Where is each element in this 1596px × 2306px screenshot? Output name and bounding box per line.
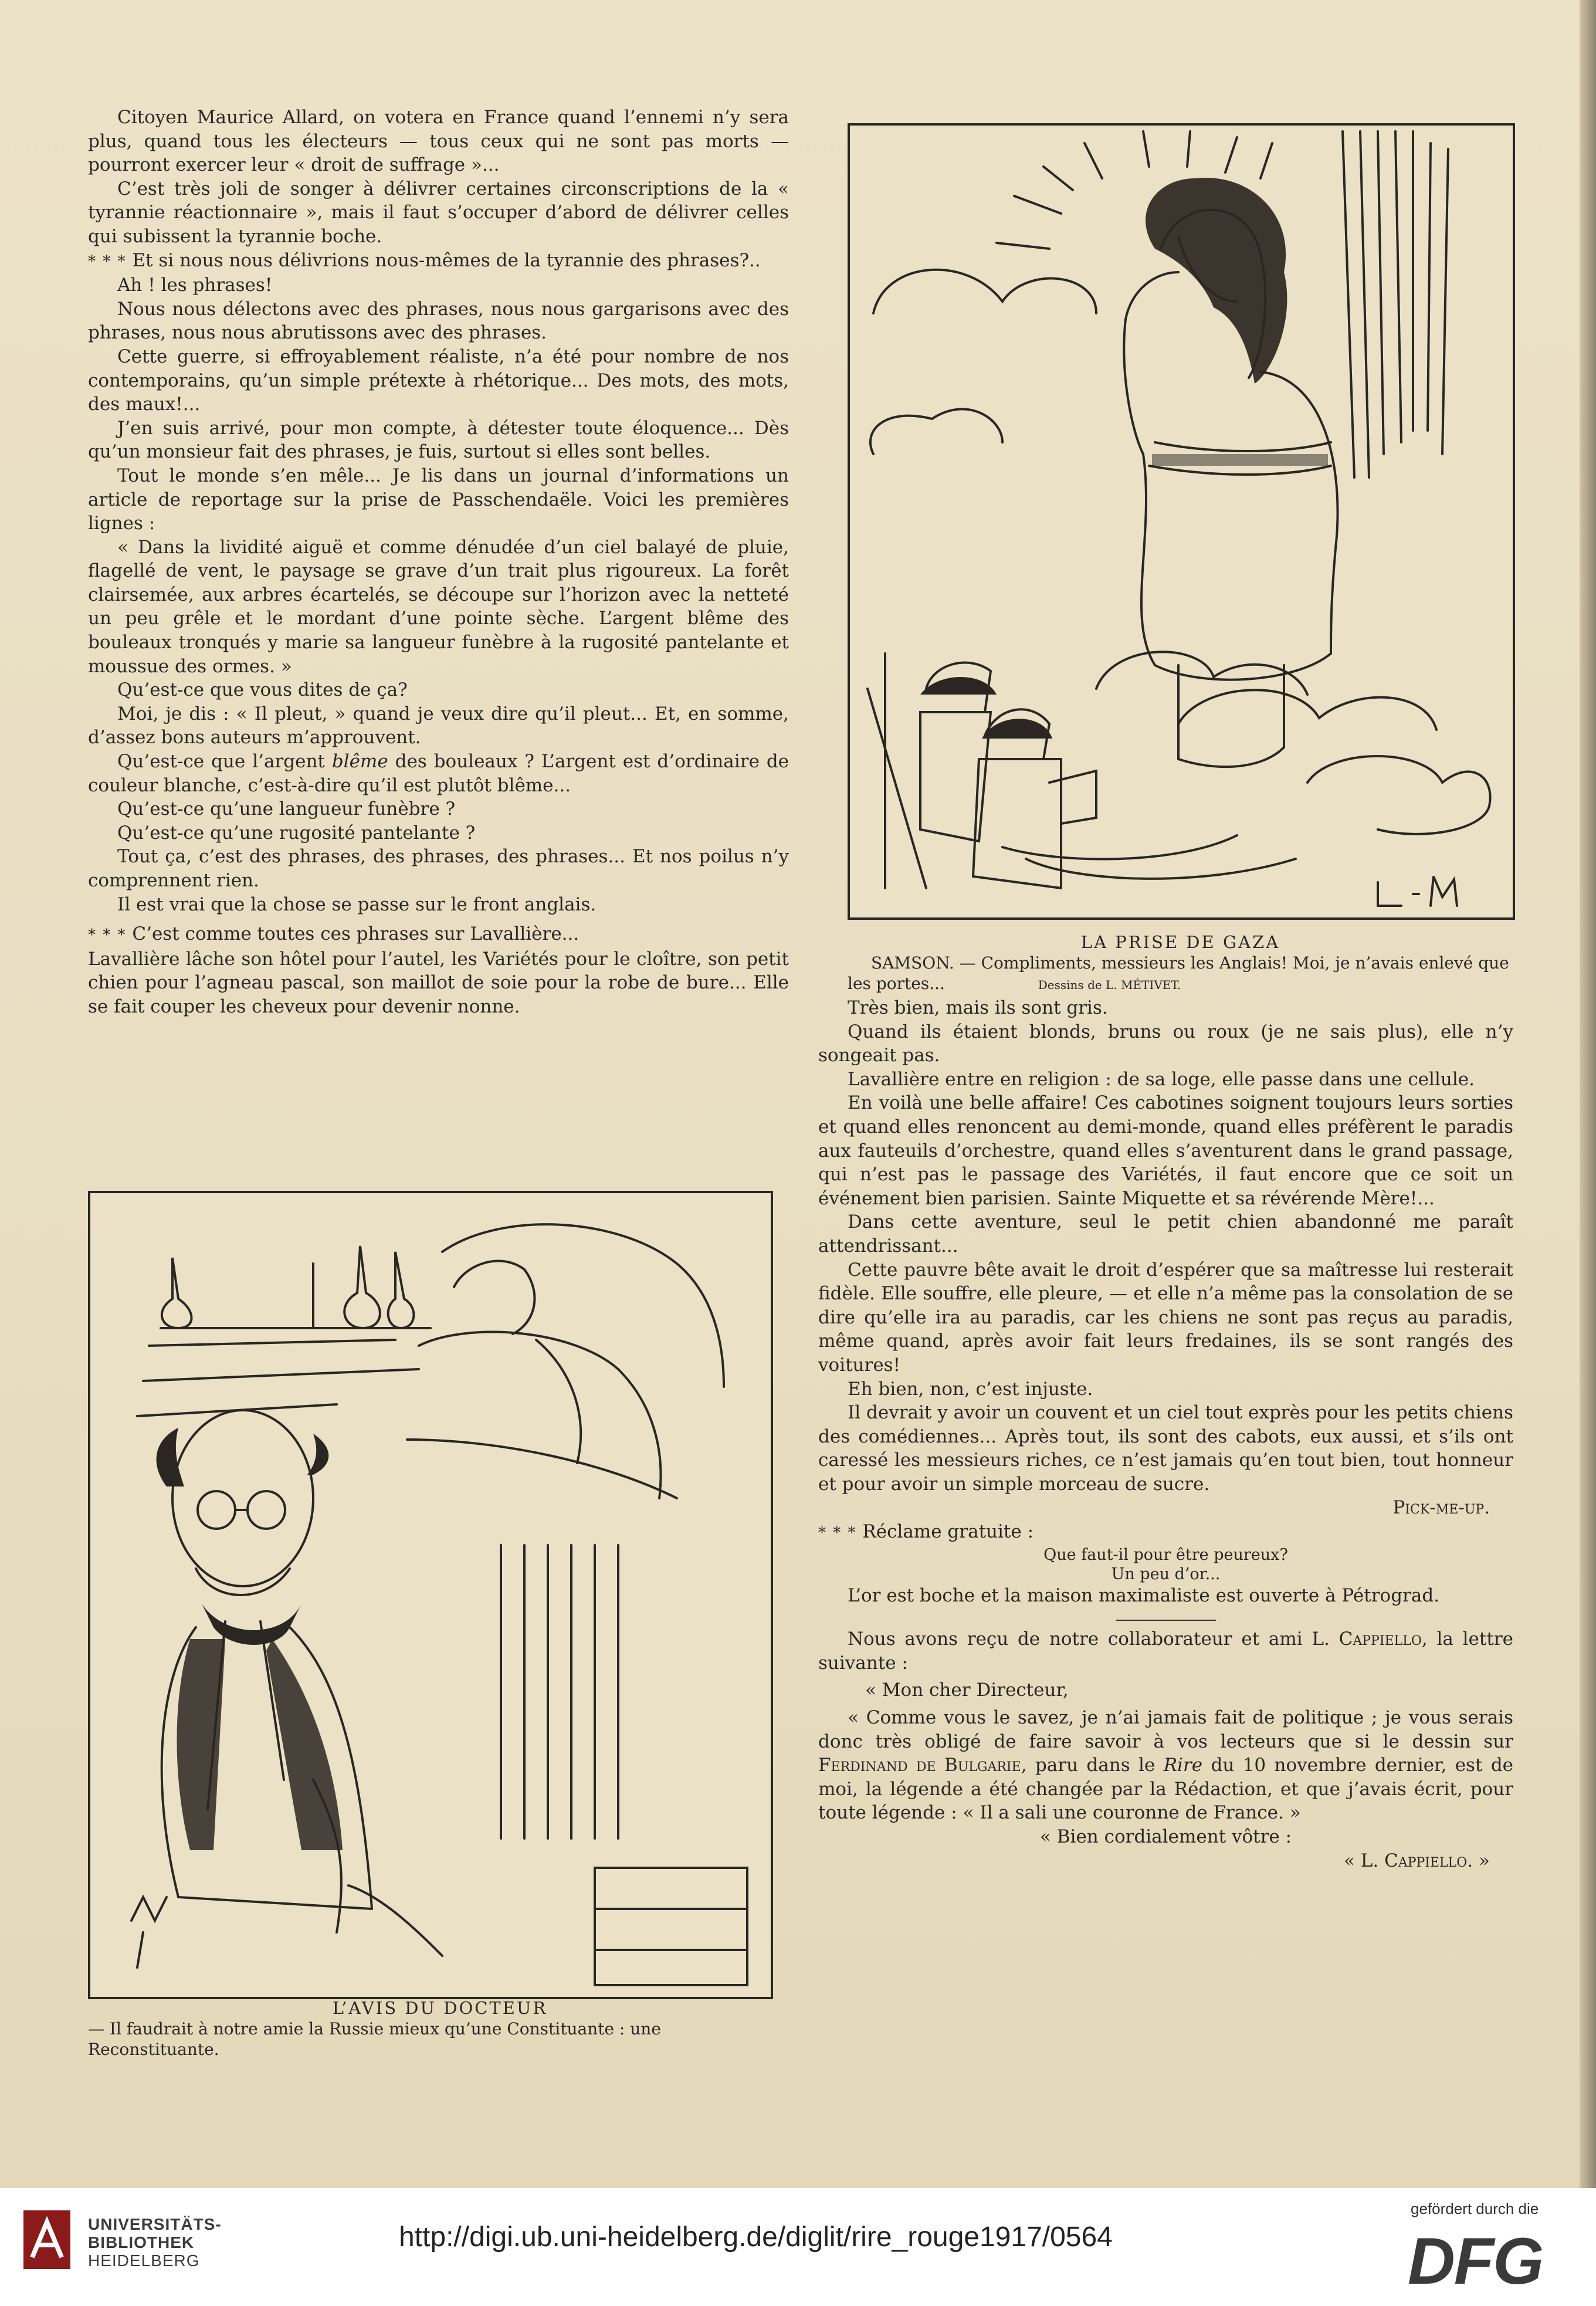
funding-label: gefördert durch die — [1411, 2200, 1539, 2217]
paragraph: L’or est boche et la maison maximaliste est ouverte à Pétrograd. — [848, 1584, 1440, 1606]
paragraph: Tout ça, c’est des phrases, des phrases, des phrases... Et nos poilus n’y comprennent rien. — [88, 846, 789, 891]
paragraph: C’est très joli de songer à délivrer certaines circonscriptions de la « tyrannie réactionnaire », mais il faut s’occuper d’abord de délivrer celles qui subissent la tyrannie boche. — [88, 178, 789, 247]
paragraph: Cette guerre, si effroyablement réaliste, n’a été pour nombre de nos contemporains, qu’un simple prétexte à rhétorique... Des mots, des mots, des maux!... — [88, 346, 789, 415]
quoted-paragraph: « Dans la lividité aiguë et comme dénudée d’un ciel balayé de pluie, flagellé de vent, le paysage se grave d’un trait plus rigoureux. La forêt clairsemée, aux arbres écartelés, se découpe sur l’horizon avec la netteté un peu grêle et le mordant d’une pointe sèche. L’argent blême des bouleaux tronqués y marie sa langueur funèbre à la rugosité pantelante et moussue des ormes. » — [88, 536, 789, 677]
university-library-name: UNIVERSITÄTS- BIBLIOTHEK HEIDELBERG — [88, 2215, 222, 2270]
verse-line: Que faut-il pour être peureux? — [1043, 1545, 1288, 1564]
university-library-logo — [23, 2210, 70, 2269]
right-text-column — [818, 996, 1513, 1872]
paragraph: Dans cette aventure, seul le petit chien abandonné me paraît attendrissant... — [818, 1211, 1513, 1257]
samson-cartoon-illustration — [848, 123, 1515, 920]
letter-salutation: « Mon cher Directeur, — [865, 1679, 1069, 1701]
paragraph: Lavallière entre en religion : de sa loge, elle passe dans une cellule. — [848, 1068, 1475, 1090]
paragraph: * * * Et si nous nous délivrions nous-mêmes de la tyrannie des phrases?.. — [88, 249, 761, 271]
left-text-column — [88, 106, 789, 1019]
letter-closing: « Bien cordialement vôtre : — [1039, 1826, 1292, 1847]
verse-line: Un peu d’or... — [1111, 1565, 1221, 1583]
doctor-drawing — [90, 1193, 766, 1992]
paragraph: Qu’est-ce qu’une langueur funèbre ? — [117, 798, 456, 820]
permalink-url[interactable]: http://digi.ub.uni-heidelberg.de/diglit/rire_rouge1917/0564 — [399, 2222, 1113, 2253]
samson-caption — [848, 932, 1513, 995]
paragraph: * * * Réclame gratuite : — [818, 1521, 1034, 1543]
paragraph: Il devrait y avoir un couvent et un ciel tout exprès pour les petits chiens des comédiennes... Après tout, ils sont des cabots, eux aussi, et s’ils ont caressé les messieurs riches, ce n’est jamais qu’en tout bien, tout honneur et pour avoir un simple morceau de sucre. — [818, 1402, 1514, 1495]
paragraph: En voilà une belle affaire! Ces cabotines soignent toujours leurs sorties et quand elles renoncent au demi-monde, quand elles préfèrent le paradis aux fauteuils d’orchestre, quand elles s’aventurent dans le grand passage, qui n’est pas le passage des Variétés, il faut encore que ce soit un événement bien parisien. Sainte Miquette et sa révérende Mère!... — [818, 1092, 1513, 1209]
paragraph: Qu’est-ce qu’une rugosité pantelante ? — [117, 822, 476, 844]
signature: Pick-me-up. — [1392, 1497, 1490, 1519]
cartoon-title: LA PRISE DE GAZA — [1080, 932, 1280, 952]
paragraph: Tout le monde s’en mêle... Je lis dans un journal d’informations un article de reportage sur la prise de Passchendaële. Voici les premières lignes : — [88, 465, 789, 534]
paragraph: Lavallière lâche son hôtel pour l’autel, les Variétés pour le cloître, son petit chien pour l’agneau pascal, son maillot de soie pour la robe de bure... Elle se fait couper les cheveux pour devenir nonne. — [88, 948, 789, 1017]
paragraph: Qu’est-ce que l’argent blême des bouleaux ? L’argent est d’ordinaire de couleur blanche, c’est-à-dire qu’il est plutôt blême... — [88, 751, 789, 796]
paragraph: Cette pauvre bête avait le droit d’espérer que sa maîtresse lui resterait fidèle. Elle souffre, elle pleure, — et elle n’a même pas la consolation de se dire qu’elle ira au paradis, car les chiens ne sont pas reçus au paradis, même quand, après avoir fait leurs fredaines, ils se sont rangés des voitures! — [818, 1259, 1513, 1376]
asterism: * * * — [88, 926, 127, 944]
paragraph: Nous avons reçu de notre collaborateur et ami L. Cappiello, la lettre suivante : — [818, 1628, 1513, 1674]
cartoon-legend: SAMSON. — Compliments, messieurs les Anglais! Moi, je n’avais enlevé que les portes... Dessins de L. MÉTIVET. — [848, 953, 1509, 993]
paragraph: Qu’est-ce que vous dites de ça? — [117, 679, 408, 701]
paragraph: Eh bien, non, c’est injuste. — [848, 1378, 1093, 1400]
paragraph: J’en suis arrivé, pour mon compte, à détester toute éloquence... Dès qu’un monsieur fait des phrases, je fuis, surtout si elles sont belles. — [88, 417, 789, 463]
samson-drawing — [850, 126, 1508, 913]
asterism: * * * — [818, 1524, 857, 1542]
paragraph: Quand ils étaient blonds, bruns ou roux (je ne sais plus), elle n’y songeait pas. — [818, 1021, 1513, 1066]
cartoon-legend: — Il faudrait à notre amie la Russie mieux qu’une Constituante : une Reconstituante. — [88, 2019, 661, 2059]
doctor-caption — [88, 1997, 792, 2060]
paragraph: Très bien, mais ils sont gris. — [848, 997, 1108, 1018]
paragraph: Moi, je dis : « Il pleut, » quand je veux dire qu’il pleut... Et, en somme, d’assez bons auteurs m’approuvent. — [88, 703, 789, 749]
doctor-cartoon-illustration — [88, 1191, 773, 1999]
paragraph: Ah ! les phrases! — [117, 275, 273, 296]
paragraph: Il est vrai que la chose se passe sur le front anglais. — [117, 893, 597, 915]
paragraph: * * * C’est comme toutes ces phrases sur Lavallière... — [88, 923, 580, 945]
letter-signature: « L. Cappiello. » — [1343, 1850, 1490, 1871]
section-divider — [818, 1607, 1513, 1627]
page-edge-shadow — [1580, 0, 1596, 2188]
dfg-logo: DFG — [1408, 2224, 1543, 2298]
paragraph: Nous nous délectons avec des phrases, nous nous gargarisons avec des phrases, nous nous abrutissons avec des phrases. — [88, 298, 789, 344]
letter-body: « Comme vous le savez, je n’ai jamais fait de politique ; je vous serais donc très obligé de faire savoir à vos lecteurs que si le dessin sur Ferdinand de Bulgarie, paru dans le Rire du 10 novembre dernier, est de moi, la légende a été changée par la Rédaction, et que j’avais écrit, pour toute légende : « Il a sali une couronne de France. » — [818, 1707, 1514, 1824]
asterism: * * * — [88, 252, 127, 270]
cartoon-title: L’AVIS DU DOCTEUR — [332, 1998, 548, 2018]
illustrator-credit: Dessins de L. MÉTIVET. — [1038, 978, 1181, 992]
paragraph: Citoyen Maurice Allard, on votera en France quand l’ennemi n’y sera plus, quand tous les électeurs — tous ceux qui ne sont pas morts — pourront exercer leur « droit de suffrage »... — [88, 107, 789, 176]
